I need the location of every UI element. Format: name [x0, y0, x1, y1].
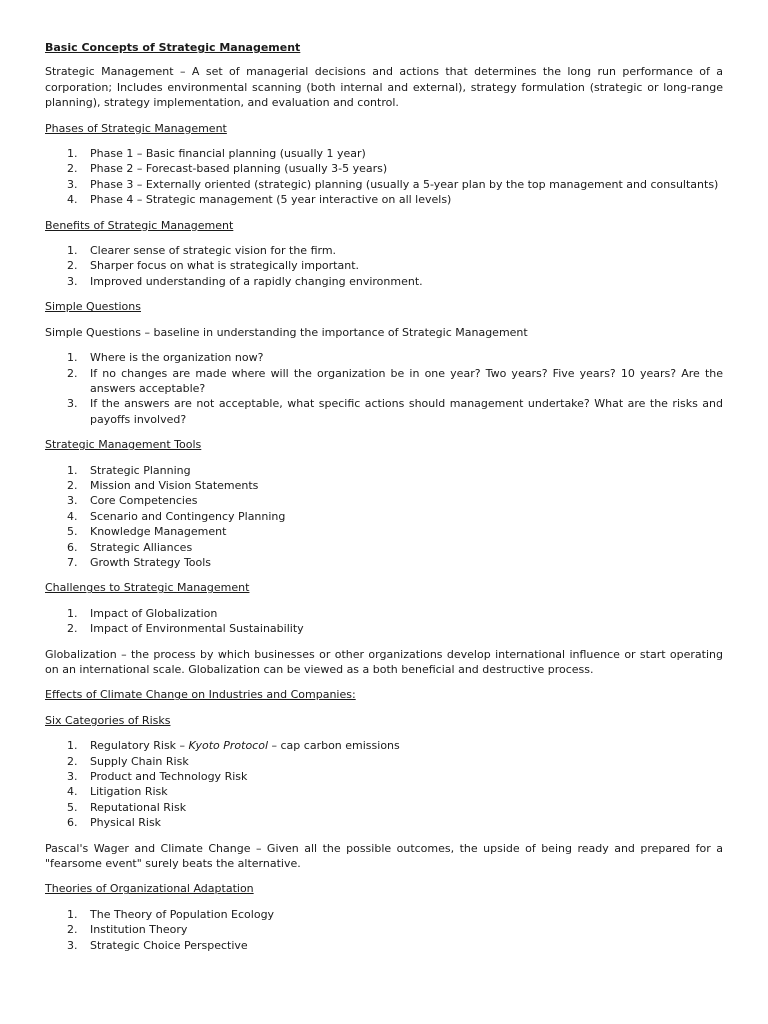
list-item-text: If no changes are made where will the organization be in one year? Two years? Five years? 10 years? Are the answers acceptable?	[90, 366, 723, 395]
climate-heading: Effects of Climate Change on Industries and Companies:	[45, 688, 356, 702]
list-item-text: Product and Technology Risk	[90, 770, 248, 784]
list-item	[45, 938, 723, 953]
phases-heading: Phases of Strategic Management	[45, 121, 227, 135]
simple-questions-intro: Simple Questions – baseline in understanding the importance of Strategic Management	[45, 325, 528, 339]
list-number: 2.	[67, 754, 78, 768]
list-item	[45, 524, 723, 539]
theories-list	[45, 907, 723, 953]
simple-questions-list	[45, 350, 723, 427]
list-number: 3.	[67, 397, 78, 411]
list-number: 7.	[67, 555, 78, 569]
challenges-heading: Challenges to Strategic Management	[45, 581, 250, 595]
list-item	[45, 509, 723, 524]
list-item	[45, 192, 723, 207]
list-item	[45, 274, 723, 289]
list-number: 2.	[67, 622, 78, 636]
list-item	[45, 769, 723, 784]
list-item	[45, 922, 723, 937]
list-item-text: Knowledge Management	[90, 525, 227, 539]
risks-heading: Six Categories of Risks	[45, 713, 171, 727]
list-item-text: Institution Theory	[90, 923, 188, 937]
list-number: 3.	[67, 274, 78, 288]
list-number: 6.	[67, 540, 78, 554]
list-item	[45, 907, 723, 922]
list-number: 2.	[67, 923, 78, 937]
list-item-text: Impact of Environmental Sustainability	[90, 622, 304, 636]
list-item-text: Strategic Choice Perspective	[90, 938, 248, 952]
list-number: 3.	[67, 770, 78, 784]
list-item	[45, 243, 723, 258]
benefits-heading: Benefits of Strategic Management	[45, 218, 234, 232]
list-item-text: Mission and Vision Statements	[90, 478, 259, 492]
list-item	[45, 350, 723, 365]
list-item-text: Phase 4 – Strategic management (5 year interactive on all levels)	[90, 193, 452, 207]
list-item-text: Phase 2 – Forecast-based planning (usually 3-5 years)	[90, 162, 388, 176]
list-item-text: If the answers are not acceptable, what specific actions should management undertake? What are the risks and payoffs involved?	[90, 397, 723, 426]
list-item	[45, 754, 723, 769]
list-item	[45, 784, 723, 799]
list-item	[45, 366, 723, 397]
list-number: 2.	[67, 162, 78, 176]
list-item-text: Improved understanding of a rapidly changing environment.	[90, 274, 423, 288]
list-item-text: The Theory of Population Ecology	[90, 907, 275, 921]
list-item	[45, 555, 723, 570]
tools-list	[45, 463, 723, 571]
list-number: 1.	[67, 147, 78, 161]
list-item	[45, 621, 723, 636]
list-item	[45, 606, 723, 621]
theories-heading: Theories of Organizational Adaptation	[45, 882, 254, 896]
list-item-text: Clearer sense of strategic vision for the firm.	[90, 244, 337, 258]
list-item	[45, 800, 723, 815]
list-item-text-suffix: – cap carbon emissions	[268, 739, 400, 753]
benefits-list	[45, 243, 723, 289]
risks-list	[45, 738, 723, 830]
list-item	[45, 396, 723, 427]
list-item-text-italic: Kyoto Protocol	[188, 739, 269, 753]
list-number: 2.	[67, 478, 78, 492]
globalization-paragraph: Globalization – the process by which businesses or other organizations develop international influence or start operating on an international scale. Globalization can be viewed as a both beneficial and destructive process.	[45, 647, 723, 676]
list-number: 5.	[67, 525, 78, 539]
list-item	[45, 161, 723, 176]
list-item	[45, 493, 723, 508]
definition-paragraph: Strategic Management – A set of managerial decisions and actions that determines the long run performance of a corporation; Includes environmental scanning (both internal and external), strategy formulation (strategic or long-range planning), strategy implementation, and evaluation and control.	[45, 65, 723, 110]
list-item	[45, 177, 723, 192]
list-number: 1.	[67, 739, 78, 753]
list-item-text: Sharper focus on what is strategically important.	[90, 259, 360, 273]
list-item	[45, 540, 723, 555]
list-item-text: Reputational Risk	[90, 800, 187, 814]
list-number: 4.	[67, 509, 78, 523]
list-number: 2.	[67, 259, 78, 273]
list-item-text: Growth Strategy Tools	[90, 555, 212, 569]
simple-questions-heading: Simple Questions	[45, 300, 141, 314]
list-item-text: Core Competencies	[90, 494, 198, 508]
list-number: 3.	[67, 177, 78, 191]
list-number: 1.	[67, 463, 78, 477]
list-item	[45, 258, 723, 273]
list-number: 4.	[67, 193, 78, 207]
challenges-list	[45, 606, 723, 637]
tools-heading: Strategic Management Tools	[45, 438, 202, 452]
list-item-text: Strategic Planning	[90, 463, 191, 477]
list-item	[45, 738, 723, 753]
list-item-text-prefix: Regulatory Risk –	[90, 739, 189, 753]
list-item-text: Strategic Alliances	[90, 540, 193, 554]
list-item-text: Impact of Globalization	[90, 606, 218, 620]
list-item	[45, 478, 723, 493]
list-item-text: Phase 3 – Externally oriented (strategic) planning (usually a 5-year plan by the top management and consultants)	[90, 177, 719, 191]
document-title: Basic Concepts of Strategic Management	[45, 41, 301, 54]
list-number: 1.	[67, 606, 78, 620]
list-number: 5.	[67, 800, 78, 814]
list-number: 1.	[67, 244, 78, 258]
list-item-text: Physical Risk	[90, 816, 162, 830]
list-number: 1.	[67, 907, 78, 921]
list-number: 3.	[67, 938, 78, 952]
list-item	[45, 815, 723, 830]
list-item-text: Supply Chain Risk	[90, 754, 189, 768]
list-item-text: Where is the organization now?	[90, 351, 264, 365]
list-number: 2.	[67, 366, 78, 380]
pascal-paragraph: Pascal's Wager and Climate Change – Given all the possible outcomes, the upside of being ready and prepared for a "fearsome event" surely beats the alternative.	[45, 841, 723, 871]
list-number: 4.	[67, 785, 78, 799]
list-item	[45, 146, 723, 161]
list-item	[45, 463, 723, 478]
list-number: 3.	[67, 494, 78, 508]
list-item-text: Scenario and Contingency Planning	[90, 509, 286, 523]
document-page	[45, 40, 723, 963]
list-number: 1.	[67, 351, 78, 365]
phases-list	[45, 146, 723, 208]
list-item-text: Litigation Risk	[90, 785, 168, 799]
list-item-text: Phase 1 – Basic financial planning (usually 1 year)	[90, 147, 366, 161]
list-number: 6.	[67, 816, 78, 830]
